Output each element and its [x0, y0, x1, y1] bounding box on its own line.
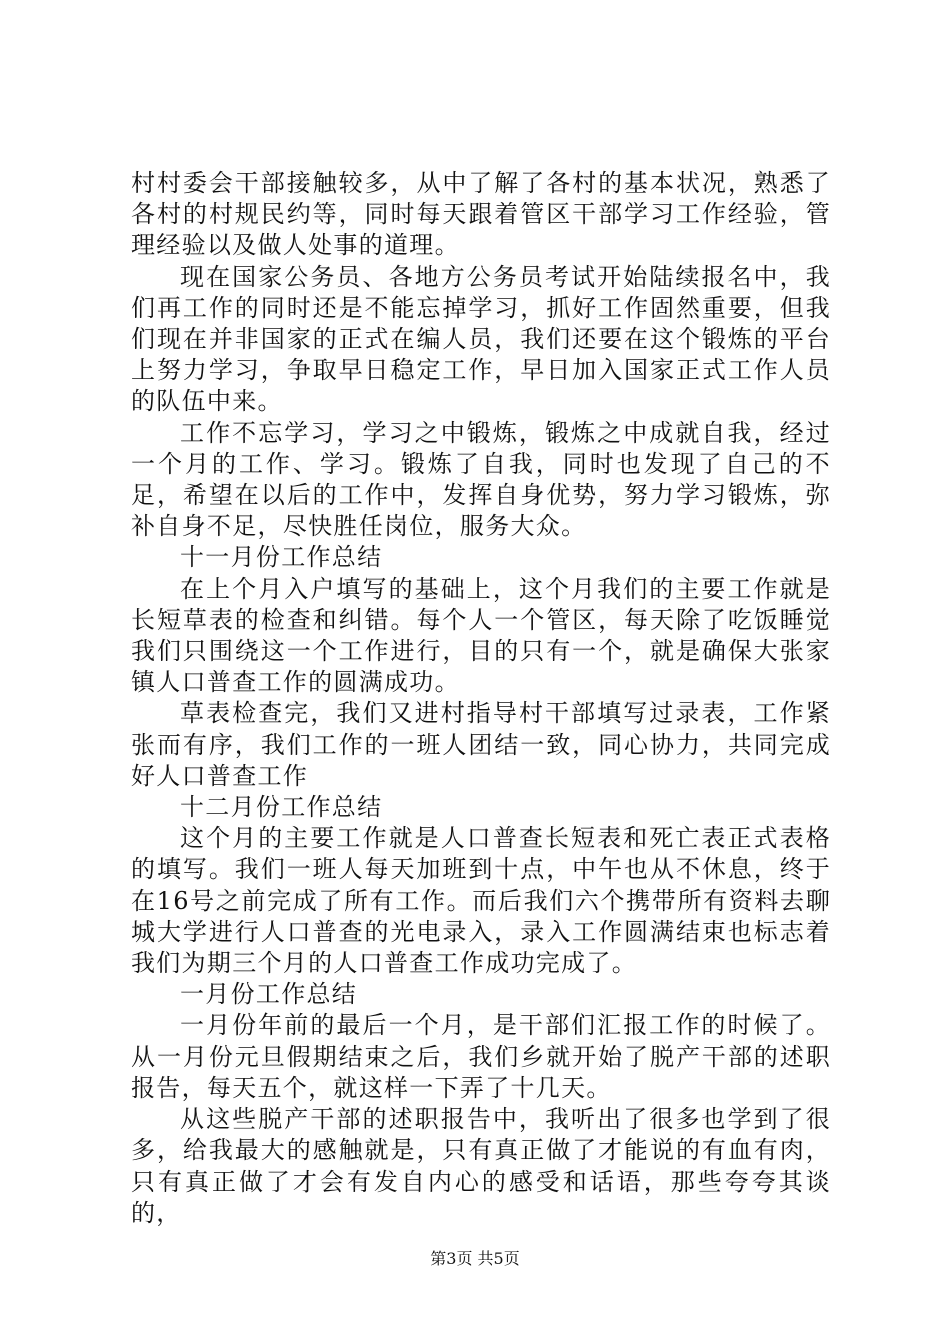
paragraph-11: 从这些脱产干部的述职报告中，我听出了很多也学到了很多，给我最大的感触就是，只有真正做了才能说的有血有肉，只有真正做了才会有发自内心的感受和话语，那些夸夸其谈的，: [131, 1105, 831, 1227]
section-heading-january: 一月份工作总结: [180, 980, 358, 1009]
paragraph-5: 在上个月入户填写的基础上，这个月我们的主要工作就是长短草表的检查和纠错。每个人一个管区，每天除了吃饭睡觉我们只围绕这一个工作进行，目的只有一个，就是确保大张家镇人口普查工作的圆满成功。: [131, 574, 831, 697]
paragraph-8: 这个月的主要工作就是人口普查长短表和死亡表正式表格的填写。我们一班人每天加班到十点，中午也从不休息，终于在16号之前完成了所有工作。而后我们六个携带所有资料去聊城大学进行人口普查的光电录入，录入工作圆满结束也标志着我们为期三个月的人口普查工作成功完成了。: [131, 824, 831, 978]
page-number-footer: 第3页 共5页: [430, 1249, 520, 1268]
paragraph-2: 现在国家公务员、各地方公务员考试开始陆续报名中，我们再工作的同时还是不能忘掉学习，抓好工作固然重要，但我们现在并非国家的正式在编人员，我们还要在这个锻炼的平台上努力学习，争取早日稳定工作，早日加入国家正式工作人员的队伍中来。: [131, 262, 831, 416]
paragraph-1: 村村委会干部接触较多，从中了解了各村的基本状况，熟悉了各村的村规民约等，同时每天跟着管区干部学习工作经验，管理经验以及做人处事的道理。: [131, 169, 831, 260]
paragraph-10: 一月份年前的最后一个月，是干部们汇报工作的时候了。从一月份元旦假期结束之后，我们乡就开始了脱产干部的述职报告，每天五个，就这样一下弄了十几天。: [131, 1011, 831, 1102]
section-heading-november: 十一月份工作总结: [180, 543, 383, 572]
paragraph-6: 草表检查完，我们又进村指导村干部填写过录表，工作紧张而有序，我们工作的一班人团结一致，同心协力，共同完成好人口普查工作: [131, 699, 831, 790]
section-heading-december: 十二月份工作总结: [180, 793, 383, 822]
paragraph-3: 工作不忘学习，学习之中锻炼，锻炼之中成就自我，经过一个月的工作、学习。锻炼了自我，同时也发现了自己的不足，希望在以后的工作中，发挥自身优势，努力学习锻炼，弥补自身不足，尽快胜任岗位，服务大众。: [131, 418, 831, 541]
document-body: [131, 168, 831, 1229]
